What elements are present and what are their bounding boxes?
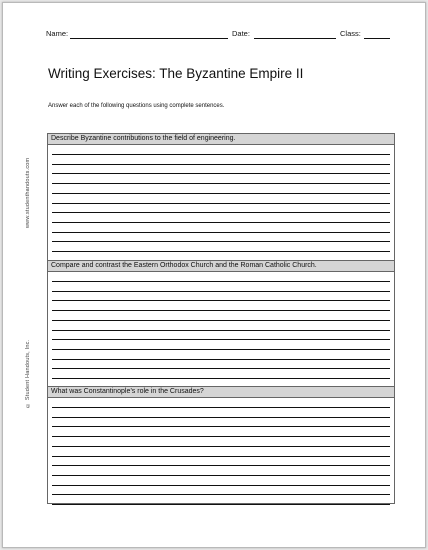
question-prompt: What was Constantinople’s role in the Crusades?	[48, 387, 394, 398]
answer-line[interactable]	[52, 173, 390, 174]
answer-line[interactable]	[52, 426, 390, 427]
name-label: Name:	[46, 29, 69, 38]
worksheet-page	[2, 2, 426, 548]
question-box-2	[47, 260, 395, 388]
answer-line[interactable]	[52, 475, 390, 476]
answer-line[interactable]	[52, 417, 390, 418]
answer-line[interactable]	[52, 330, 390, 331]
answer-line[interactable]	[52, 378, 390, 379]
class-label: Class:	[340, 29, 361, 38]
answer-line[interactable]	[52, 222, 390, 223]
copyright-watermark: © Student Handouts, Inc.	[25, 339, 31, 408]
answer-line[interactable]	[52, 456, 390, 457]
answer-line[interactable]	[52, 164, 390, 165]
date-label: Date:	[232, 29, 250, 38]
date-field[interactable]	[254, 38, 336, 39]
answer-line[interactable]	[52, 359, 390, 360]
answer-line[interactable]	[52, 203, 390, 204]
class-field[interactable]	[364, 38, 390, 39]
question-box-1	[47, 133, 395, 262]
question-box-3	[47, 386, 395, 504]
answer-line[interactable]	[52, 349, 390, 350]
answer-line[interactable]	[52, 446, 390, 447]
website-watermark: www.studenthandouts.com	[25, 157, 31, 228]
answer-line[interactable]	[52, 241, 390, 242]
answer-line[interactable]	[52, 232, 390, 233]
answer-line[interactable]	[52, 300, 390, 301]
answer-line[interactable]	[52, 407, 390, 408]
answer-line[interactable]	[52, 183, 390, 184]
answer-line[interactable]	[52, 465, 390, 466]
answer-line[interactable]	[52, 436, 390, 437]
name-field[interactable]	[70, 38, 228, 39]
student-info-header	[46, 29, 391, 43]
answer-line[interactable]	[52, 291, 390, 292]
answer-line[interactable]	[52, 368, 390, 369]
answer-line[interactable]	[52, 251, 390, 252]
answer-line[interactable]	[52, 193, 390, 194]
answer-line[interactable]	[52, 494, 390, 495]
answer-line[interactable]	[52, 154, 390, 155]
answer-line[interactable]	[52, 212, 390, 213]
instructions: Answer each of the following questions using complete sentences.	[48, 103, 225, 109]
answer-line[interactable]	[52, 281, 390, 282]
answer-line[interactable]	[52, 485, 390, 486]
question-prompt: Compare and contrast the Eastern Orthodox Church and the Roman Catholic Church.	[48, 261, 394, 272]
answer-line[interactable]	[52, 310, 390, 311]
answer-line[interactable]	[52, 320, 390, 321]
answer-line[interactable]	[52, 339, 390, 340]
question-prompt: Describe Byzantine contributions to the field of engineering.	[48, 134, 394, 145]
answer-line[interactable]	[52, 504, 390, 505]
worksheet-title: Writing Exercises: The Byzantine Empire II	[48, 66, 304, 81]
